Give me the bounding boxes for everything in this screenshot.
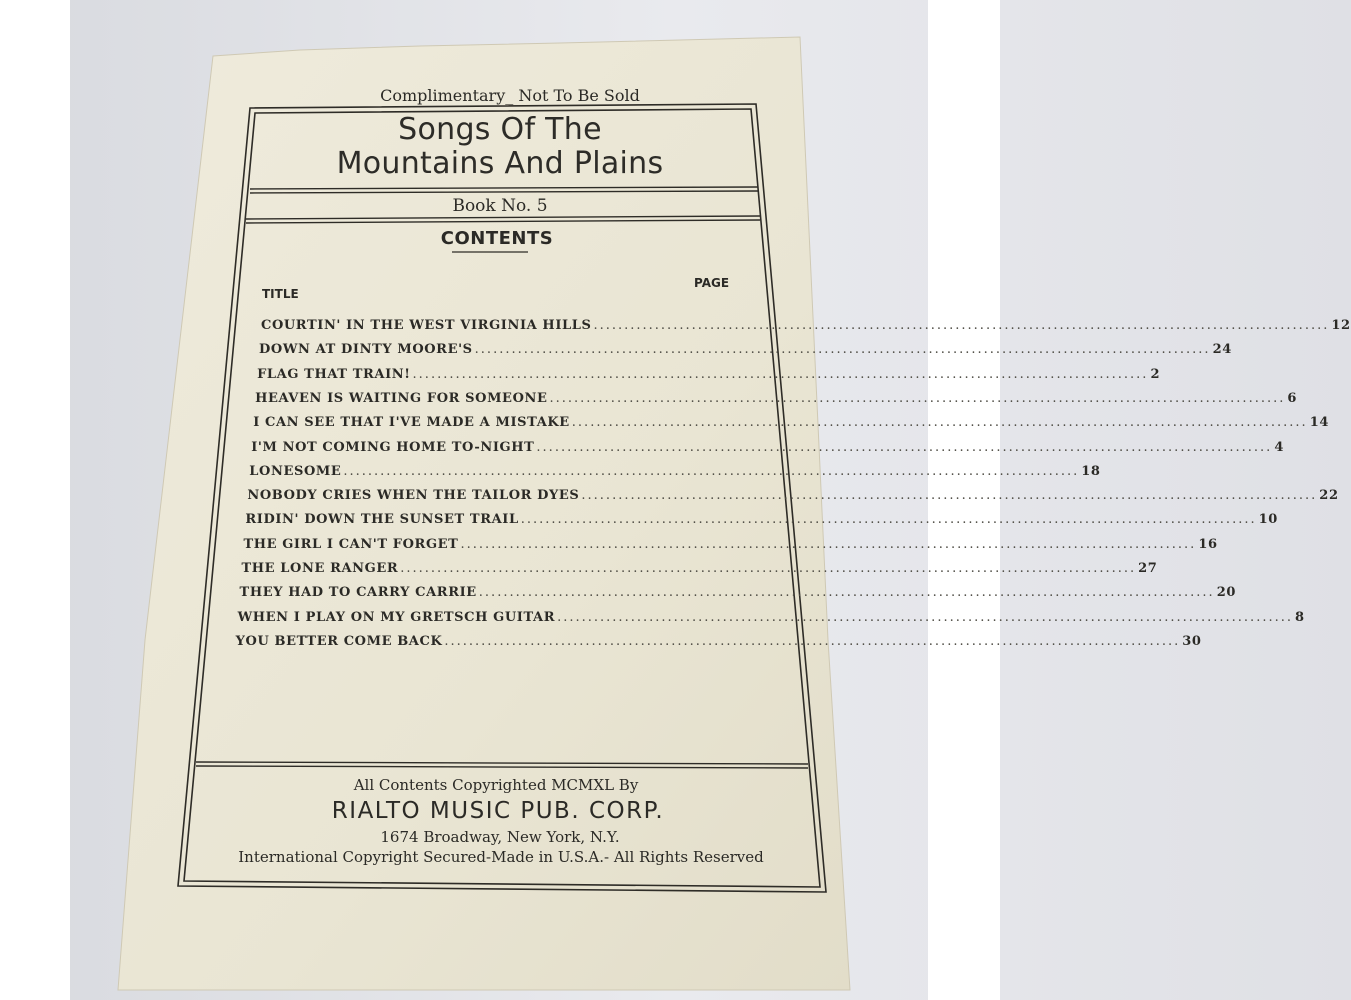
dot-leader: ........................................................................................................................ xyxy=(412,366,1149,382)
page-number: 14 xyxy=(1309,415,1329,431)
book-number: Book No. 5 xyxy=(452,196,548,216)
publisher-name: RIALTO MUSIC PUB. CORP. xyxy=(331,798,665,824)
dot-leader: ........................................................................................................................ xyxy=(460,536,1197,552)
dot-leader: ........................................................................................................................ xyxy=(571,415,1308,431)
column-header-title: TITLE xyxy=(262,287,299,301)
page-number: 6 xyxy=(1287,390,1298,406)
page-number: 4 xyxy=(1274,439,1284,455)
contents-row xyxy=(235,633,1202,654)
page-number: 8 xyxy=(1295,609,1305,625)
dot-leader: ........................................................................................................................ xyxy=(343,463,1080,479)
song-title: YOU BETTER COME BACK xyxy=(235,633,443,649)
song-title: THEY HAD TO CARRY CARRIE xyxy=(239,585,477,601)
contents-row xyxy=(261,318,1351,338)
dot-leader: ........................................................................................................................ xyxy=(581,488,1318,504)
page-number: 12 xyxy=(1331,318,1351,333)
song-title: LONESOME xyxy=(249,463,342,479)
dot-leader: ........................................................................................................................ xyxy=(557,609,1293,625)
page-number: 2 xyxy=(1150,366,1161,382)
book-title-line-1: Songs Of The xyxy=(398,112,602,147)
column-header-page: PAGE xyxy=(694,276,730,290)
page-number: 16 xyxy=(1198,536,1218,552)
contents-row xyxy=(251,439,1284,460)
contents-row xyxy=(239,585,1236,605)
complimentary-note: Complimentary_ Not To Be Sold xyxy=(380,86,640,105)
song-title: RIDIN' DOWN THE SUNSET TRAIL xyxy=(245,512,519,528)
contents-row xyxy=(243,536,1218,557)
dot-leader: ........................................................................................................................ xyxy=(549,390,1286,406)
page-number: 22 xyxy=(1319,488,1339,504)
contents-row xyxy=(259,342,1232,362)
page-number: 20 xyxy=(1216,585,1236,601)
page-number: 30 xyxy=(1182,633,1202,649)
contents-row xyxy=(255,390,1298,411)
song-title: NOBODY CRIES WHEN THE TAILOR DYES xyxy=(247,488,580,504)
contents-row xyxy=(249,463,1101,484)
contents-heading: CONTENTS xyxy=(440,228,554,249)
page-number: 24 xyxy=(1212,342,1232,358)
dot-leader: ........................................................................................................................ xyxy=(593,318,1330,333)
dot-leader: ........................................................................................................................ xyxy=(474,342,1211,358)
dot-leader: ........................................................................................................................ xyxy=(536,439,1273,455)
page-number: 27 xyxy=(1138,561,1158,576)
dot-leader: ........................................................................................................................ xyxy=(520,512,1257,528)
book-title-line-2: Mountains And Plains xyxy=(336,146,664,181)
song-title: DOWN AT DINTY MOORE'S xyxy=(259,342,473,358)
page-number: 18 xyxy=(1081,463,1101,479)
contents-row xyxy=(241,561,1158,581)
contents-row xyxy=(237,609,1305,630)
song-title: I CAN SEE THAT I'VE MADE A MISTAKE xyxy=(253,415,570,431)
song-title: THE LONE RANGER xyxy=(241,561,399,576)
contents-row xyxy=(245,512,1278,532)
song-title: HEAVEN IS WAITING FOR SOMEONE xyxy=(255,390,548,406)
contents-row xyxy=(253,415,1329,435)
song-title: COURTIN' IN THE WEST VIRGINIA HILLS xyxy=(261,318,592,333)
song-title: THE GIRL I CAN'T FORGET xyxy=(243,536,459,552)
contents-row xyxy=(247,488,1339,508)
song-title: WHEN I PLAY ON MY GRETSCH GUITAR xyxy=(237,609,556,625)
rights-statement: International Copyright Secured-Made in U.S.A.- All Rights Reserved xyxy=(238,848,764,866)
page-number: 10 xyxy=(1258,512,1278,528)
dot-leader: ........................................................................................................................ xyxy=(400,561,1137,576)
song-title: I'M NOT COMING HOME TO-NIGHT xyxy=(251,439,535,455)
copyright-line: All Contents Copyrighted MCMXL By xyxy=(353,776,639,794)
publisher-address: 1674 Broadway, New York, N.Y. xyxy=(380,828,620,846)
contents-row xyxy=(257,366,1161,387)
dot-leader: ........................................................................................................................ xyxy=(478,585,1215,601)
dot-leader: ........................................................................................................................ xyxy=(444,633,1181,649)
song-title: FLAG THAT TRAIN! xyxy=(257,366,411,382)
